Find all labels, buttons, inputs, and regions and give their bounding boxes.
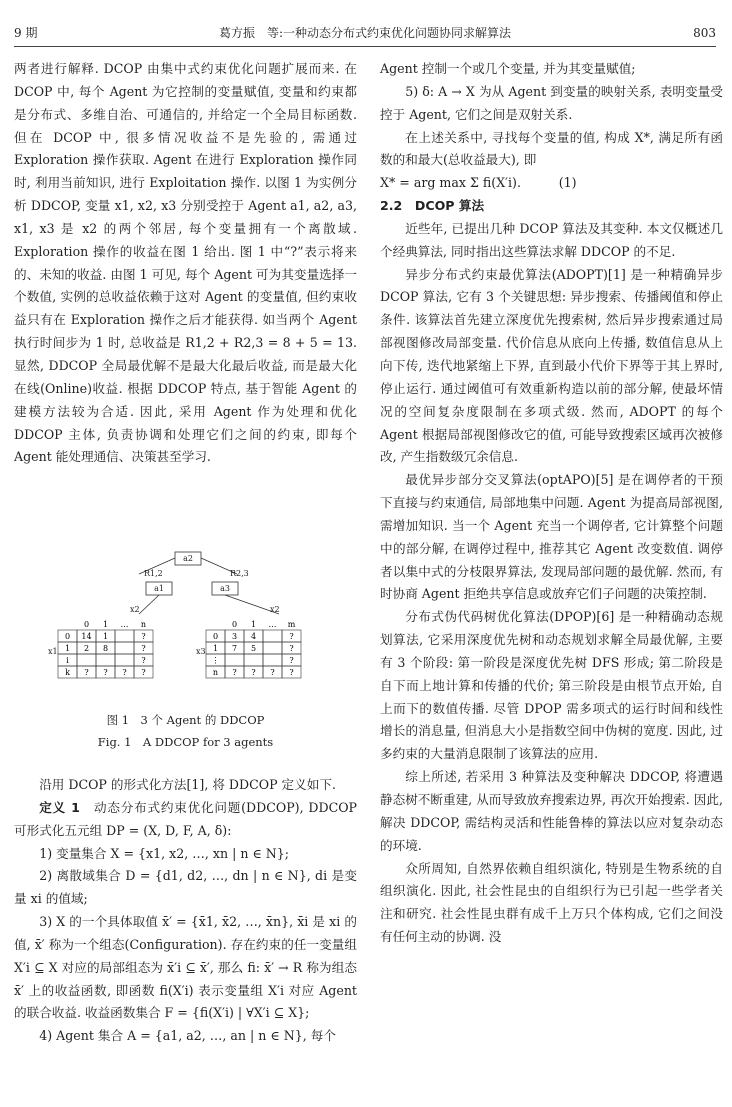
label-x3: x3 bbox=[196, 647, 206, 656]
left-column-lower bbox=[14, 774, 357, 1048]
table-cell: ⋮ bbox=[211, 656, 220, 665]
table-cell: 14 bbox=[81, 632, 92, 641]
table-cell-border bbox=[96, 654, 115, 666]
def-item-2: 2) 离散域集合 D = {d1, d2, …, dn | n ∈ N}, di 是变量 xi 的值域; bbox=[14, 868, 357, 907]
table-cell: ? bbox=[270, 668, 275, 677]
table-head-cell: 0 bbox=[83, 620, 90, 629]
para-optapo: 最优异步部分交叉算法(optAPO)[5] 是在调停者的干预下直接与约束通信, 局部地集中问题. Agent 为提高局部视图, 需增加知识. 当一个 Agent 充当一个调停者, 它计算整个问题中的部分解, 在调停过程中, 推荐其它 Agent 改变数值. 调停者以集中式的分枝限界算法, 发现局部问题的最优解. 然而, 有时协商 Agent 拒绝共享信息或放弃它们子问题的决策控制. bbox=[380, 472, 723, 602]
label-x2-left: x2 bbox=[130, 605, 140, 614]
para-r4: 近些年, 已提出几种 DCOP 算法及其变种. 本文仅概述几个经典算法, 同时指出这些算法求解 DDCOP 的不足. bbox=[380, 220, 723, 259]
payoff-table-1 bbox=[58, 620, 153, 678]
table-cell: ? bbox=[141, 656, 146, 665]
label-a3: a3 bbox=[220, 584, 230, 593]
def-item-4: 4) Agent 集合 A = {a1, a2, …, an | n ∈ N}, 每个 bbox=[39, 1028, 336, 1044]
issue-number: 9 期 bbox=[14, 26, 38, 40]
table-head-cell: … bbox=[268, 620, 277, 629]
table-head-cell: 1 bbox=[102, 620, 109, 629]
payoff-table-2 bbox=[206, 620, 301, 678]
table-head-cell: 0 bbox=[231, 620, 238, 629]
figure-caption-cn: 图 1 3 个 Agent 的 DDCOP bbox=[106, 713, 265, 727]
table-cell-border bbox=[244, 654, 263, 666]
para-formal: 沿用 DCOP 的形式化方法[1], 将 DDCOP 定义如下. bbox=[39, 777, 336, 792]
table-cell: 5 bbox=[250, 644, 257, 653]
table-cell: ? bbox=[84, 668, 89, 677]
label-x2-right: x2 bbox=[270, 605, 280, 614]
def-item-1: 1) 变量集合 X = {x1, x2, …, xn | n ∈ N}; bbox=[39, 845, 290, 861]
table-cell: 0 bbox=[212, 632, 219, 641]
table-cell-border bbox=[115, 642, 134, 654]
table-cell: 1 bbox=[212, 644, 219, 653]
label-r12: R1,2 bbox=[144, 569, 163, 578]
table-cell-border bbox=[263, 630, 282, 642]
para-r3: 在上述关系中, 寻找每个变量的值, 构成 X*, 满足所有函数的和最大(总收益最大), 即 bbox=[380, 129, 723, 168]
table-head-cell: n bbox=[140, 620, 147, 629]
label-a2: a2 bbox=[183, 554, 193, 563]
definition-text: 动态分布式约束优化问题(DDCOP), DDCOP 可形式化五元组 DP = (X, D, F, A, δ): bbox=[14, 799, 358, 838]
def-item-3: 3) X 的一个具体取值 x̄′ = {x̄1, x̄2, …, x̄n}, x̄i 是 xi 的值, x̄′ 称为一个组态(Configuration). 存在约束的任一变量组 X′i ⊆ X 对应的局部组态为 x̄′i ⊆ x̄′, 那么 fi: x̄′ → R 称为组态 x̄′ 上的收益函数, 即函数 fi(X′i) 表示变量组 X′i 对应 Agent 的联合收益. 收益函数集合 F = {fi(X′i) | ∀X′i ⊆ X}; bbox=[14, 914, 357, 1021]
para-adopt: 异步分布式约束最优算法(ADOPT)[1] 是一种精确异步 DCOP 算法, 它有 3 个关键思想: 异步搜索、传播阈值和停止条件. 该算法首先建立深度优先搜索树, 然后异步搜索通过局部视图修改局部变量. 代价信息从底向上传播, 数值信息从上向下传, 迭代地紧缩上下界, 直到最小代价下界等于其上界时, 停止运行. 通过阈值可有效重新构造以前的部分解, 使最坏情况的空间复杂度限制在多项式级. 然而, ADOPT 的每个 Agent 根据局部视图修改它的值, 可能导致搜索区域再次被修改, 产生指数级冗余信息. bbox=[380, 266, 723, 465]
label-r23: R2,3 bbox=[230, 569, 249, 578]
table-cell: 0 bbox=[64, 632, 71, 641]
section-heading: 2.2 DCOP 算法 bbox=[380, 198, 485, 214]
table-cell: 1 bbox=[102, 632, 109, 641]
table-cell-border bbox=[77, 654, 96, 666]
label-x1: x1 bbox=[48, 647, 58, 656]
para-dpop: 分布式伪代码树优化算法(DPOP)[6] 是一种精确动态规划算法, 它采用深度优先树和动态规划求解全局最优解, 主要有 3 个阶段: 第一阶段是深度优先树 DFS 形成; 第二阶段是自下而上地计算和传播的代价; 第三阶段是由根节点开始, 自上而下的数值传播. 尽管 DPOP 需多项式的运行时间和线性增长的消息量, 但消息大小是指数空间中伪树的宽度. 因此, 过多约束的大量消息限制了该算法的应用. bbox=[380, 609, 723, 762]
table-cell: ? bbox=[232, 668, 237, 677]
table-cell: ? bbox=[251, 668, 256, 677]
para-self-org: 众所周知, 自然界依赖自组织演化, 特别是生物系统的自组织演化. 因此, 社会性昆虫的自组织行为已引起一些学者关注和研究. 社会性昆虫群有成千上万只个体构成, 它们之间没有任何主动的协调. 没 bbox=[380, 860, 723, 945]
table-cell: ? bbox=[141, 644, 146, 653]
table-cell: 7 bbox=[231, 644, 238, 653]
table-cell: ? bbox=[289, 656, 294, 665]
header-rule bbox=[14, 46, 716, 47]
table-head-cell: … bbox=[120, 620, 129, 629]
right-column bbox=[380, 58, 723, 949]
running-title: 葛方振 等:一种动态分布式约束优化问题协同求解算法 bbox=[218, 26, 512, 40]
table-cell: ? bbox=[141, 632, 146, 641]
table-cell: ? bbox=[289, 632, 294, 641]
table-cell: k bbox=[65, 668, 70, 677]
table-cell-border bbox=[263, 654, 282, 666]
table-cell: 1 bbox=[64, 644, 71, 653]
left-column bbox=[14, 58, 357, 518]
para-intro: 两者进行解释. DCOP 由集中式约束优化问题扩展而来. 在 DCOP 中, 每个 Agent 为它控制的变量赋值, 变量和约束都是分布式、多维自治、可通信的, 并给定一个全局目标函数. 但在 DCOP 中, 很多情况收益不是先验的, 需通过 Exploration 操作获取. Agent 在进行 Exploration 操作同时, 利用当前知识, 进行 Exploitation 操作. 以图 1 为实例分析 DDCOP, 变量 x1, x2, x3 分别受控于 Agent a1, a2, a3, x1, x3 是 x2 的两个邻居, 每个变量拥有一个离散域. Exploration 操作的收益在图 1 给出. 图 1 中“?”表示将来的、未知的收益. 由图 1 可见, 每个 Agent 可为其变量选择一个数值, 实例的总收益依赖于这对 Agent 的变量值, 但约束收益只有在 Exploration 操作之后才能获得. 如当两个 Agent 执行时间步为 1 时, 总收益是 R1,2 + R2,3 = 8 + 5 = 13. 显然, DDCOP 全局最优解不是最大化最后收益, 而是最大化在线(Online)收益. 根据 DDCOP 特点, 基于智能 Agent 的建模方法较为合适. 因此, 采用 Agent 作为处理和优化 DDCOP 主体, 负责协调和处理它们之间的约束, 即每个 Agent 能处理通信、决策甚至学习. bbox=[14, 61, 357, 465]
table-cell-border bbox=[115, 654, 134, 666]
table-cell: 3 bbox=[231, 632, 238, 641]
table-cell: ? bbox=[289, 644, 294, 653]
table-cell: n bbox=[212, 668, 219, 677]
para-r1: Agent 控制一个或几个变量, 并为其变量赋值; bbox=[380, 61, 636, 76]
table-cell: ? bbox=[103, 668, 108, 677]
table-head-cell: m bbox=[287, 620, 296, 629]
label-a1: a1 bbox=[154, 584, 164, 593]
table-cell: ? bbox=[289, 668, 294, 677]
table-cell: i bbox=[66, 656, 69, 665]
figure-1 bbox=[44, 548, 334, 698]
para-summary: 综上所述, 若采用 3 种算法及变种解决 DDCOP, 将遭遇静态树不断重建, 从而导致放弃搜索边界, 再次开始搜索. 因此, 解决 DDCOP, 需结构灵活和性能鲁棒的算法以应对复杂动态的环境. bbox=[380, 769, 723, 853]
table-cell: ? bbox=[122, 668, 127, 677]
table-head-cell: 1 bbox=[250, 620, 257, 629]
table-cell-border bbox=[225, 654, 244, 666]
table-cell: 8 bbox=[102, 644, 109, 653]
figure-caption-en: Fig. 1 A DDCOP for 3 agents bbox=[97, 735, 274, 749]
page-number: 803 bbox=[693, 26, 716, 40]
table-cell: 2 bbox=[83, 644, 90, 653]
definition-1 bbox=[14, 797, 357, 843]
table-cell: 4 bbox=[250, 632, 257, 641]
table-cell-border bbox=[115, 630, 134, 642]
equation-1: X* = arg max Σ fi(X′i). (1) bbox=[380, 175, 577, 191]
table-cell-border bbox=[263, 642, 282, 654]
table-cell: ? bbox=[141, 668, 146, 677]
definition-label: 定义 1 bbox=[39, 799, 80, 815]
para-r2: 5) δ: A → X 为从 Agent 到变量的映射关系, 表明变量受控于 Agent, 它们之间是双射关系. bbox=[380, 83, 723, 122]
